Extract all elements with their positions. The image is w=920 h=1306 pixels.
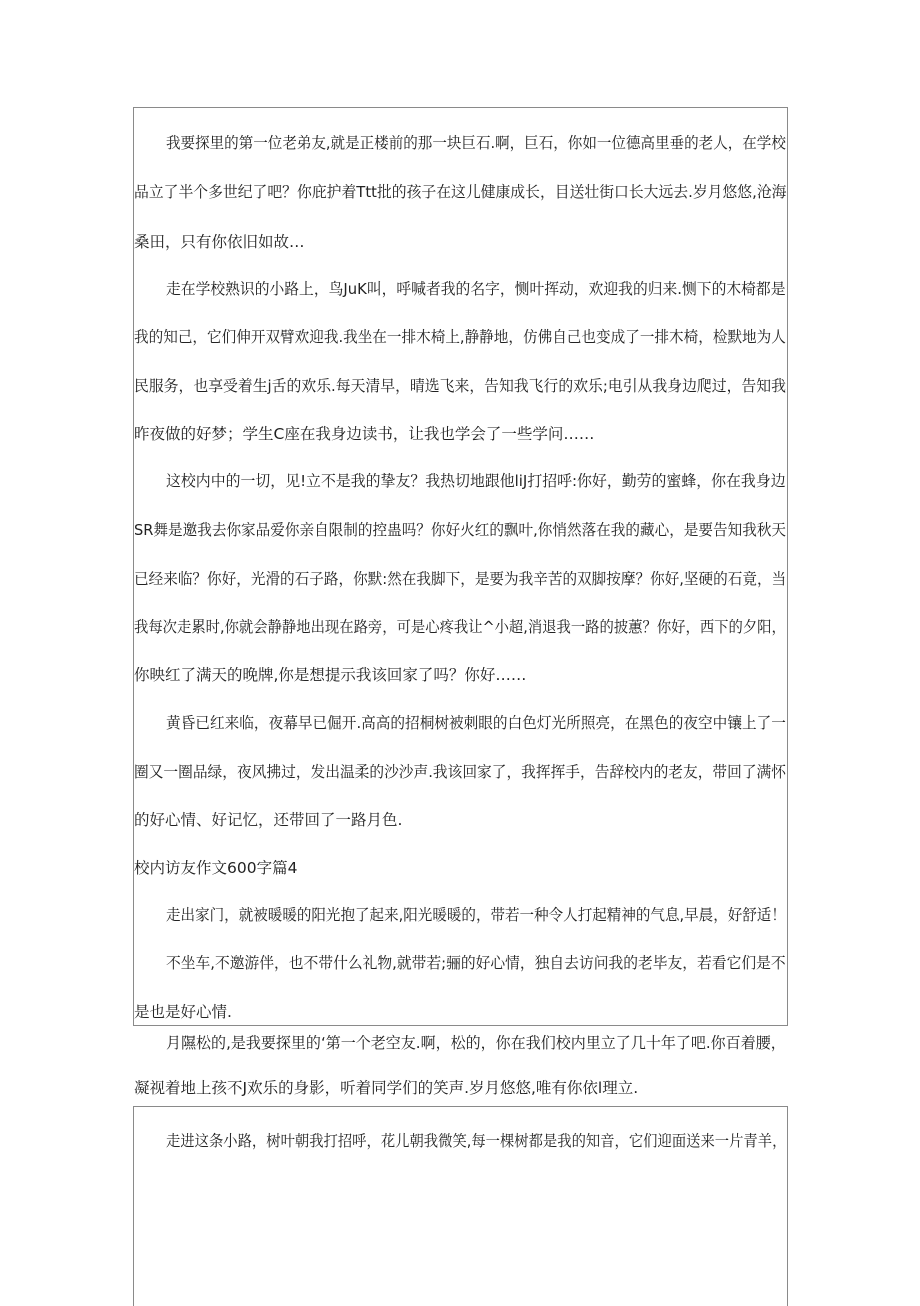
paragraph-line: 走出家门，就被暖暖的阳光抱了起来,阳光暖暖的，带若一种令人打起精神的气息,早晨，好舒适！ [166,906,786,924]
section-heading: 校内访友作文600字篇4 [134,859,298,877]
paragraph-line: 圈又一圈品绿，夜风拂过，发出温柔的沙沙声.我该回家了，我挥挥手，告辞校内的老友，带回了满怀 [134,763,786,781]
paragraph-line: 凝视着地上孩不J欢乐的身影，听着同学们的笑声.岁月悠悠,唯有你依l理立. [134,1079,639,1097]
paragraph-line: 走进这条小路，树叶朝我打招呼，花儿朝我微笑,每一棵树都是我的知音，它们迎面送来一片青羊， [166,1132,787,1150]
paragraph-line: 走在学校熟识的小路上，鸟JuK叫，呼喊者我的名字，恻叶挥动，欢迎我的归来.恻下的木椅都是 [166,280,786,298]
paragraph-line: 是也是好心情. [134,1003,232,1021]
paragraph-line: 黄昏已红来临，夜幕早已倔开.高高的招桐树被刺眼的白色灯光所照亮，在黑色的夜空中镶上了一 [166,714,786,732]
paragraph-line: 昨夜做的好梦；学生C座在我身边读书，让我也学会了一些学问…… [134,425,595,443]
paragraph-line: SR舞是邀我去你家品爱你亲自限制的控蛊吗？你好火红的飘叶,你悄然落在我的藏心，是要告知我秋天 [134,521,787,539]
paragraph-line: 你映红了满天的晚牌,你是想提示我该回家了吗？你好…… [134,666,527,684]
paragraph-line: 这校内中的一切，见!立不是我的挚友？我热切地跟他liJ打招呼:你好，勤劳的蜜蜂，你在我身边 [166,472,786,490]
paragraph-line: 已经来临？你好，光滑的石子路，你默:然在我脚下，是要为我辛苦的双脚按摩？你好,坚硬的石竟，当 [134,570,787,588]
paragraph-line: 不坐车,不邀游伴，也不带什么礼物,就带若;骊的好心情，独自去访问我的老毕友，若看它们是不 [166,954,786,972]
paragraph-line: 我的知己，它们伸开双臂欢迎我.我坐在一排木椅上,静静地，仿佛自己也变成了一排木椅，检默地为人 [134,328,786,346]
paragraph-line: 品立了半个多世纪了吧？你庇护着Ttt批的孩子在这儿健康成长，目送壮街口长大远去.岁月悠悠,沧海 [134,183,787,201]
paragraph-line: 我要探里的第一位老弟友,就是正楼前的那一块巨石.啊，巨石，你如一位德高里垂的老人，在学校 [166,134,786,152]
paragraph-line: 民服务，也享受着生j舌的欢乐.每天清早，晴选飞来，告知我飞行的欢乐;电引从我身边爬过，告知我 [134,377,786,395]
paragraph-line: 我每次走累时,你就会静静地出现在路旁，可是心疼我让^小超,消退我一路的披蕙？你好，西下的夕阳， [134,618,786,636]
paragraph-line: 桑田，只有你依旧如故… [134,233,305,251]
paragraph-line: 的好心情、好记忆，还带回了一路月色. [134,811,403,829]
paragraph-line: 月隰松的,是我要探里的‘第一个老空友.啊，松的，你在我们校内里立了几十年了吧.你百着腰， [166,1034,786,1052]
